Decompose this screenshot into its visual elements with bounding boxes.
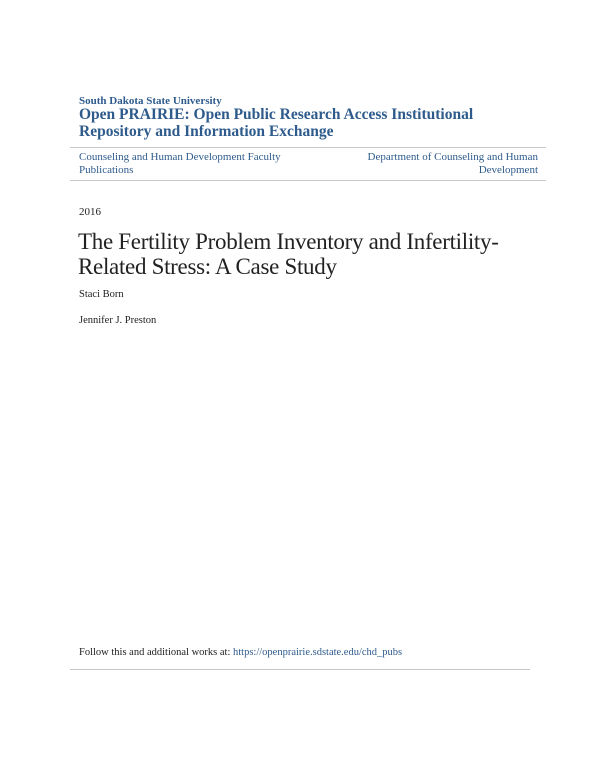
follow-text: Follow this and additional works at: <box>79 647 233 658</box>
repository-title[interactable]: Open PRAIRIE: Open Public Research Access Institutional Repository and Information Exchange <box>79 106 474 140</box>
divider-bottom <box>70 180 546 181</box>
publication-year: 2016 <box>79 206 101 218</box>
author-2: Jennifer J. Preston <box>79 315 157 326</box>
paper-title: The Fertility Problem Inventory and Infertility-Related Stress: A Case Study <box>78 229 499 279</box>
institution-name[interactable]: South Dakota State University <box>79 95 222 107</box>
collection-link[interactable]: Counseling and Human Development Faculty Publications <box>79 151 281 176</box>
divider-footer <box>70 669 530 670</box>
follow-line <box>79 647 402 658</box>
collection-url-link[interactable]: https://openprairie.sdstate.edu/chd_pubs <box>233 647 403 658</box>
divider-top <box>70 147 546 148</box>
author-1: Staci Born <box>79 289 124 300</box>
department-link[interactable]: Department of Counseling and Human Development <box>367 151 538 176</box>
